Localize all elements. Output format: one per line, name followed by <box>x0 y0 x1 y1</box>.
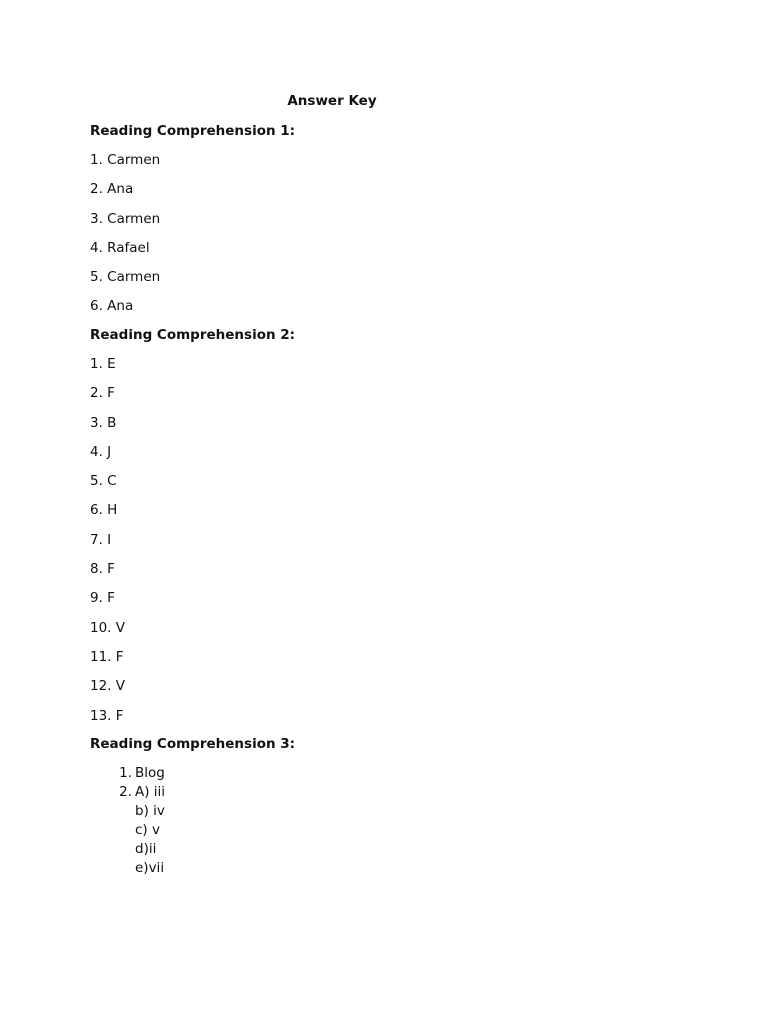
answer-item: 12. V <box>90 678 125 695</box>
answer-item: 6. H <box>90 502 118 519</box>
answer-item: 1. E <box>90 356 116 372</box>
document-title: Answer Key <box>287 93 377 109</box>
list-item-number: 1. <box>119 765 132 781</box>
sub-answer: b) iv <box>135 803 165 819</box>
answer-item: 11. F <box>90 648 124 665</box>
answer-item: 4. Rafael <box>90 239 150 256</box>
list-item-text: A) iii <box>135 784 166 800</box>
answer-item: 4. J <box>90 443 112 460</box>
list-item <box>90 783 295 802</box>
list-item-number: 2. <box>119 784 132 800</box>
answer-item: 13. F <box>90 707 124 724</box>
section-reading-comprehension-2 <box>90 325 295 735</box>
sub-answer: c) v <box>135 822 160 838</box>
section-reading-comprehension-3 <box>90 734 295 878</box>
answer-item: 1. Carmen <box>90 152 161 168</box>
answer-item: 6. Ana <box>90 298 134 315</box>
section-heading: Reading Comprehension 1: <box>90 123 296 139</box>
answer-item: 9. F <box>90 590 115 607</box>
answer-item: 3. Carmen <box>90 210 161 227</box>
numbered-list <box>90 764 295 878</box>
answer-list <box>90 150 295 326</box>
sub-answer: d)ii <box>135 841 157 857</box>
answer-item: 5. C <box>90 473 117 490</box>
answer-list <box>90 354 295 735</box>
list-item-text: Blog <box>135 765 165 781</box>
section-heading: Reading Comprehension 2: <box>90 327 296 343</box>
section-heading: Reading Comprehension 3: <box>90 736 296 752</box>
sub-answer: e)vii <box>135 860 165 876</box>
answer-item: 7. I <box>90 531 112 548</box>
answer-item: 2. F <box>90 385 115 402</box>
answer-item: 8. F <box>90 561 115 578</box>
answer-item: 10. V <box>90 619 125 636</box>
answer-item: 5. Carmen <box>90 269 161 286</box>
section-reading-comprehension-1 <box>90 121 295 326</box>
list-item <box>90 764 295 783</box>
answer-item: 2. Ana <box>90 181 134 198</box>
answer-item: 3. B <box>90 414 117 431</box>
